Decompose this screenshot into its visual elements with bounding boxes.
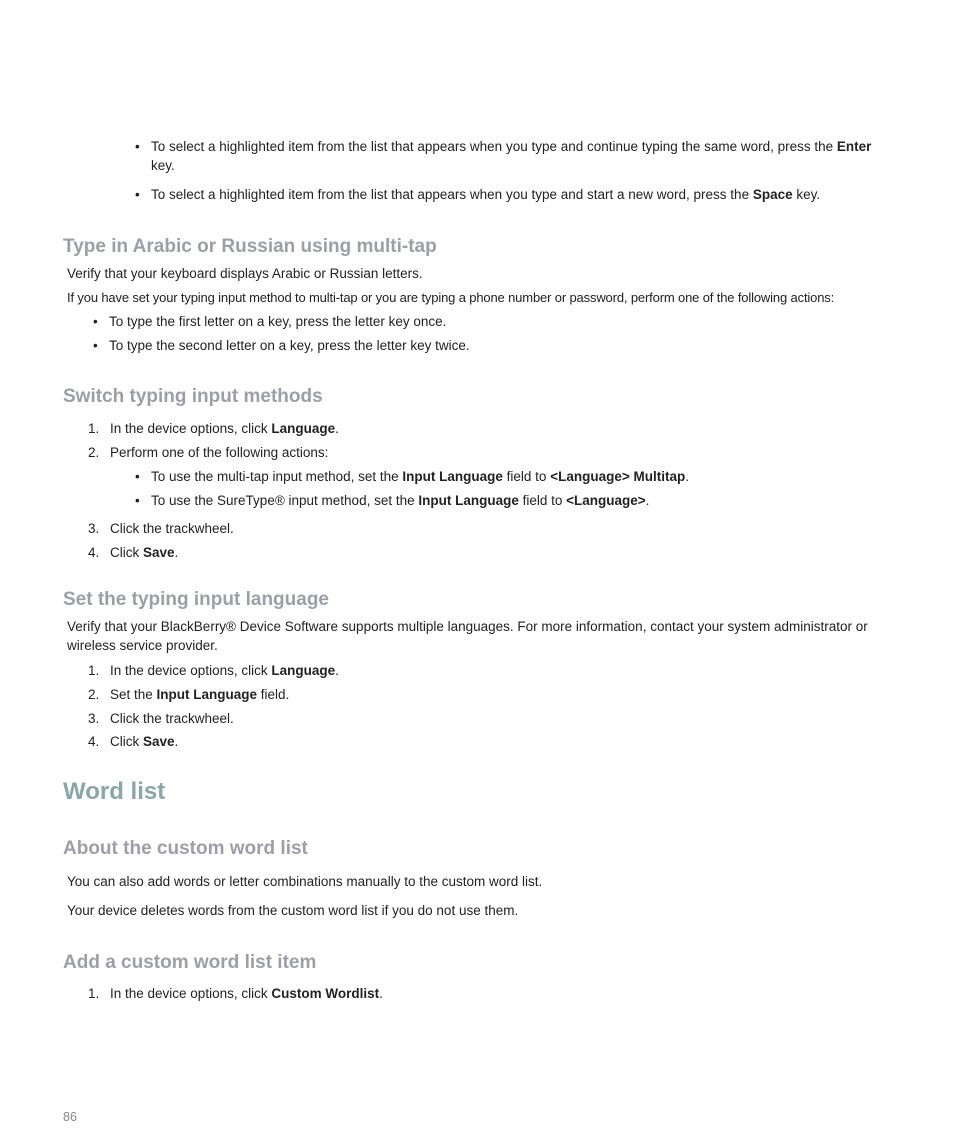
bullet-marker: • — [93, 314, 98, 329]
paragraph: You can also add words or letter combinations manually to the custom word list. — [67, 874, 543, 889]
bullet-marker: • — [93, 338, 98, 353]
step-text: Perform one of the following actions: — [110, 445, 329, 460]
step-item — [88, 709, 234, 728]
step-number: 4. — [88, 734, 100, 749]
step-item — [88, 419, 339, 438]
bullet-text: To type the second letter on a key, press the letter key twice. — [109, 338, 470, 353]
bullet-marker: • — [135, 187, 140, 202]
paragraph: Your device deletes words from the custom word list if you do not use them. — [67, 903, 519, 918]
step-item — [88, 661, 339, 680]
step-text: Click Save. — [110, 545, 179, 560]
bullet-text: To select a highlighted item from the list that appears when you type and continue typing the same word, press the Enter key. — [151, 139, 872, 173]
list-item — [135, 185, 895, 204]
list-item — [135, 137, 895, 175]
list-item — [135, 467, 689, 486]
step-text: Set the Input Language field. — [110, 687, 290, 702]
paragraph: If you have set your typing input method to multi-tap or you are typing a phone number or password, perform one of the following actions: — [67, 290, 835, 305]
bullet-text: To type the first letter on a key, press the letter key once. — [109, 314, 447, 329]
step-number: 1. — [88, 421, 100, 436]
step-text: In the device options, click Language. — [110, 421, 339, 436]
list-item — [93, 336, 470, 355]
bullet-marker: • — [135, 493, 140, 508]
paragraph: Verify that your keyboard displays Arabic or Russian letters. — [67, 266, 423, 281]
step-text: Click the trackwheel. — [110, 521, 234, 536]
list-item — [93, 312, 446, 331]
step-text: In the device options, click Custom Wordlist. — [110, 986, 383, 1001]
paragraph: Verify that your BlackBerry® Device Software supports multiple languages. For more information, contact your system administrator or wireless service provider. — [67, 619, 868, 653]
step-item — [88, 519, 234, 538]
step-number: 4. — [88, 545, 100, 560]
chapter-title: Word list — [63, 778, 166, 805]
bullet-text: To select a highlighted item from the list that appears when you type and start a new word, press the Space key. — [151, 187, 821, 202]
section-heading: Switch typing input methods — [63, 386, 323, 407]
list-item — [135, 491, 649, 510]
step-text: In the device options, click Language. — [110, 663, 339, 678]
step-item — [88, 443, 328, 462]
bullet-text: To use the multi-tap input method, set the Input Language field to <Language> Multitap. — [151, 469, 689, 484]
step-text: Click Save. — [110, 734, 179, 749]
page-number: 86 — [63, 1110, 77, 1124]
bullet-marker: • — [135, 469, 140, 484]
step-item — [88, 685, 289, 704]
section-heading: Add a custom word list item — [63, 952, 317, 973]
step-number: 2. — [88, 445, 100, 460]
step-number: 3. — [88, 521, 100, 536]
bullet-text: To use the SureType® input method, set the Input Language field to <Language>. — [151, 493, 650, 508]
step-number: 1. — [88, 986, 100, 1001]
section-heading: Set the typing input language — [63, 589, 329, 610]
section-heading: Type in Arabic or Russian using multi-tap — [63, 236, 437, 257]
step-number: 1. — [88, 663, 100, 678]
step-number: 2. — [88, 687, 100, 702]
step-item — [88, 732, 178, 751]
section-heading: About the custom word list — [63, 838, 308, 859]
step-text: Click the trackwheel. — [110, 711, 234, 726]
step-item — [88, 543, 178, 562]
step-number: 3. — [88, 711, 100, 726]
bullet-marker: • — [135, 139, 140, 154]
step-item — [88, 984, 383, 1003]
